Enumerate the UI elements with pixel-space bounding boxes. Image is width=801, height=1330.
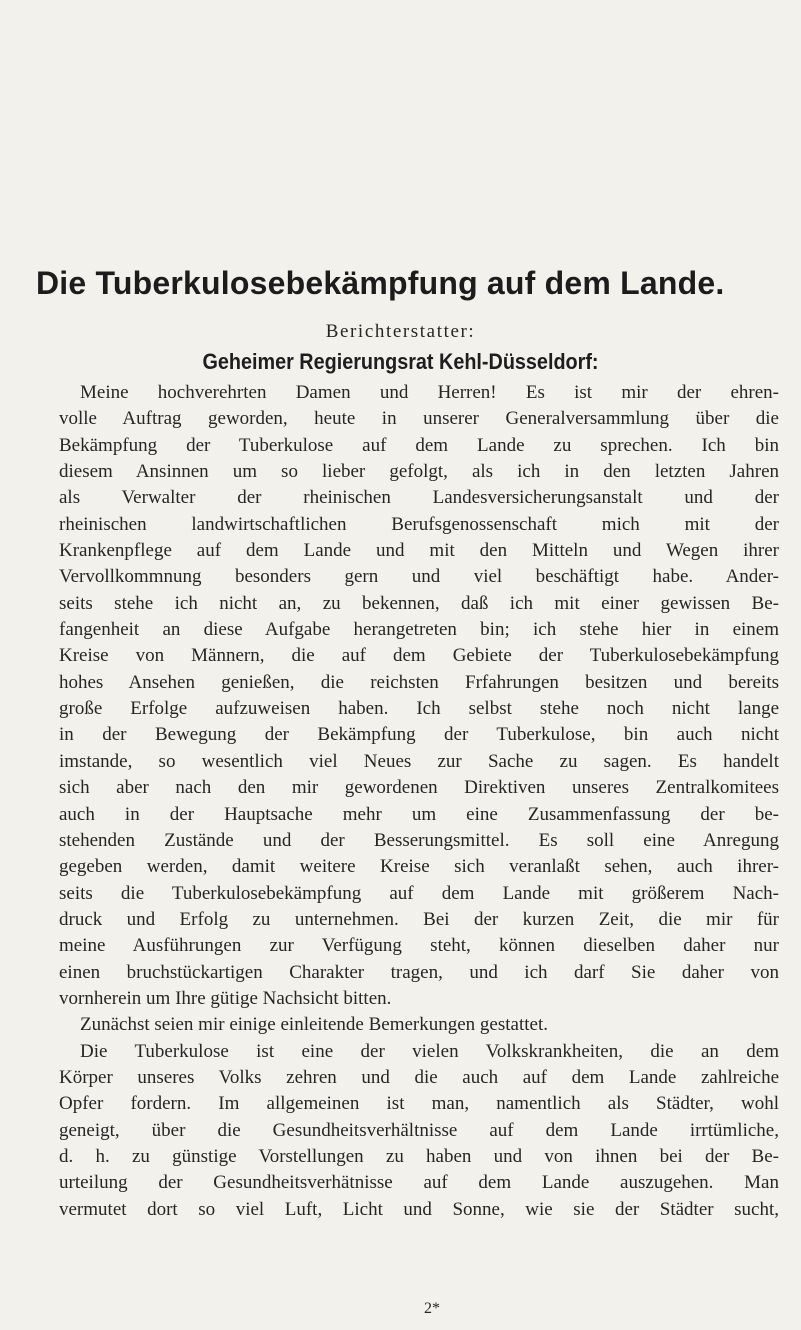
text-line: Zunächst seien mir einige einleitende Bemerkungen gestattet.: [80, 1014, 548, 1036]
text-line: Die Tuberkulose ist eine der vielen Volkskrankheiten, die an dem: [80, 1040, 779, 1062]
text-line: volle Auftrag geworden, heute in unserer Generalversammlung über die: [59, 408, 779, 430]
text-line: große Erfolge aufzuweisen haben. Ich selbst stehe noch nicht lange: [59, 698, 779, 720]
reporter-name: Geheimer Regierungsrat Kehl-Düsseldorf:: [202, 349, 599, 374]
text-line: diesem Ansinnen um so lieber gefolgt, als ich in den letzten Jahren: [59, 461, 779, 483]
body-text: [59, 380, 779, 1223]
reporter-label: Berichterstatter:: [325, 321, 476, 342]
text-line: Meine hochverehrten Damen und Herren! Es ist mir der ehren-: [80, 382, 779, 403]
text-line: als Verwalter der rheinischen Landesversicherungsanstalt und der: [59, 487, 779, 509]
text-line: einen bruchstückartigen Charakter tragen, und ich darf Sie daher von: [59, 961, 779, 983]
text-line: geneigt, über die Gesundheitsverhältnisse auf dem Lande irrtümliche,: [59, 1119, 779, 1141]
text-line: seits stehe ich nicht an, zu bekennen, daß ich mit einer gewissen Be-: [59, 592, 779, 614]
text-line: d. h. zu günstige Vorstellungen zu haben und von ihnen bei der Be-: [59, 1145, 779, 1167]
text-line: in der Bewegung der Bekämpfung der Tuberkulose, bin auch nicht: [59, 724, 779, 746]
text-line: hohes Ansehen genießen, die reichsten Frfahrungen besitzen und bereits: [59, 671, 779, 693]
text-line: stehenden Zustände und der Besserungsmittel. Es soll eine Anregung: [59, 829, 779, 851]
text-line: Kreise von Männern, die auf dem Gebiete der Tuberkulosebekämpfung: [59, 645, 779, 667]
text-line: rheinischen landwirtschaftlichen Berufsgenossenschaft mich mit der: [59, 513, 779, 535]
text-line: gegeben werden, damit weitere Kreise sich veranlaßt sehen, auch ihrer-: [59, 856, 779, 878]
text-line: seits die Tuberkulosebekämpfung auf dem Lande mit größerem Nach-: [59, 882, 779, 904]
text-line: vermutet dort so viel Luft, Licht und Sonne, wie sie der Städter sucht,: [59, 1198, 779, 1220]
page-number: 2*: [424, 1300, 440, 1317]
page-title: Die Tuberkulosebekämpfung auf dem Lande.: [36, 265, 725, 301]
text-line: Körper unseres Volks zehren und die auch auf dem Lande zahlreiche: [59, 1066, 779, 1088]
text-line: druck und Erfolg zu unternehmen. Bei der kurzen Zeit, die mir für: [59, 908, 779, 930]
text-line: Krankenpflege auf dem Lande und mit den Mitteln und Wegen ihrer: [59, 540, 779, 562]
text-line: auch in der Hauptsache mehr um eine Zusammenfassung der be-: [59, 803, 779, 825]
text-line: Vervollkommnung besonders gern und viel beschäftigt habe. Ander-: [59, 566, 779, 588]
text-line: meine Ausführungen zur Verfügung steht, können dieselben daher nur: [59, 935, 779, 957]
text-line: vornherein um Ihre gütige Nachsicht bitten.: [59, 987, 392, 1009]
text-line: sich aber nach den mir gewordenen Direktiven unseres Zentralkomitees: [59, 777, 779, 799]
text-line: urteilung der Gesundheitsverhätnisse auf dem Lande auszugehen. Man: [59, 1172, 779, 1194]
text-line: fangenheit an diese Aufgabe herangetreten bin; ich stehe hier in einem: [59, 619, 779, 641]
text-line: imstande, so wesentlich viel Neues zur Sache zu sagen. Es handelt: [59, 750, 779, 772]
text-line: Bekämpfung der Tuberkulose auf dem Lande zu sprechen. Ich bin: [59, 434, 779, 456]
text-line: Opfer fordern. Im allgemeinen ist man, namentlich als Städter, wohl: [59, 1093, 779, 1115]
